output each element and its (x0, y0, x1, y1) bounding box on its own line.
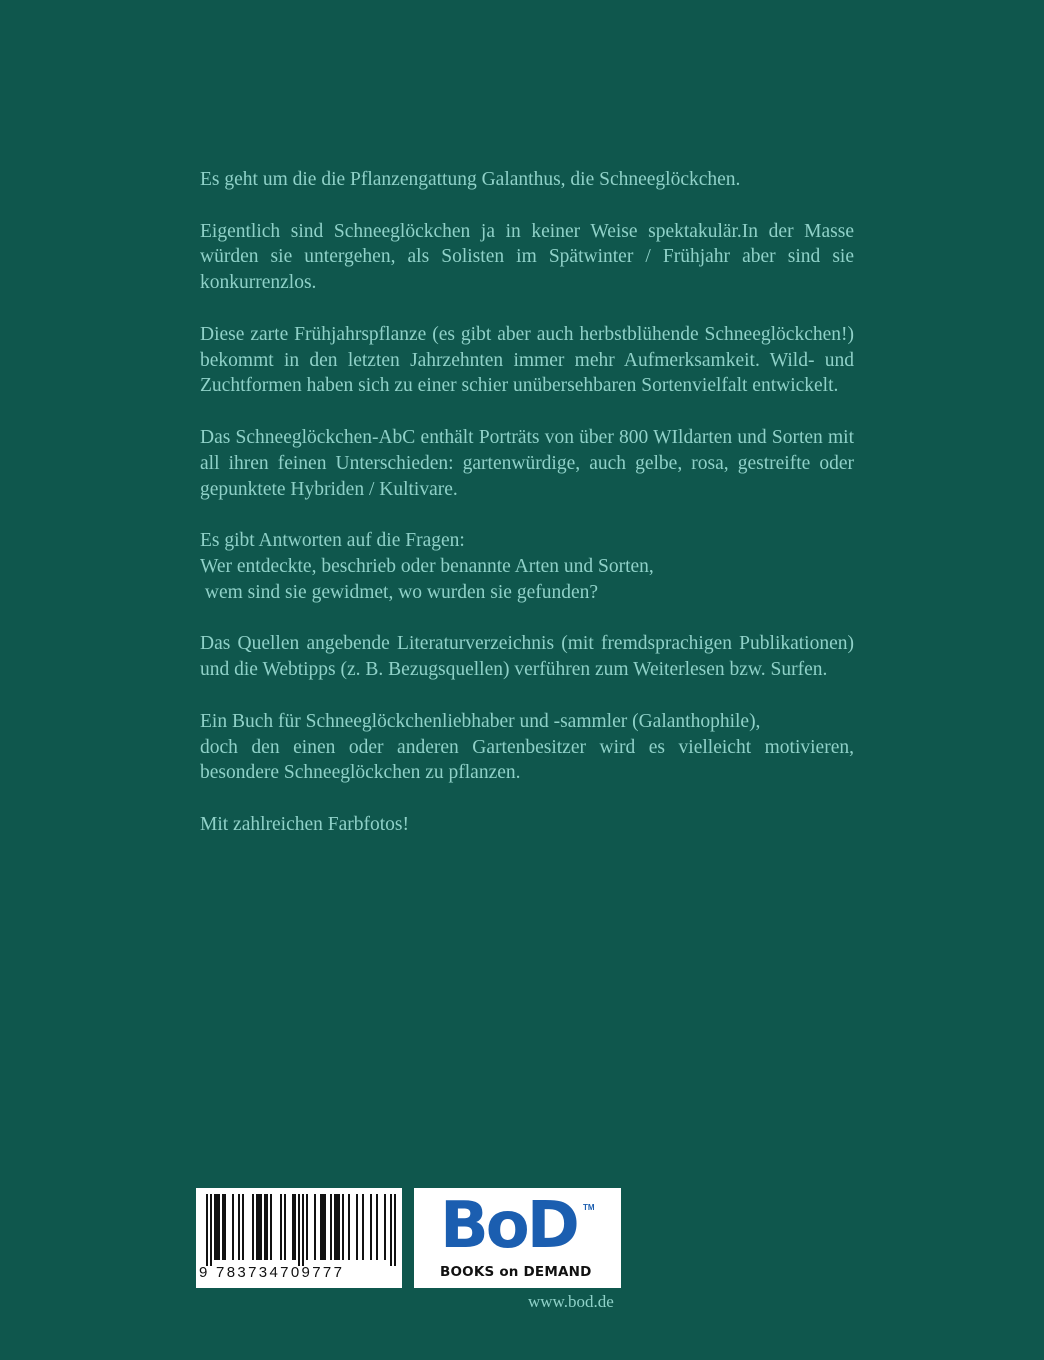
barcode-bar (314, 1194, 316, 1260)
barcode-bar (294, 1194, 296, 1260)
barcode-bar (206, 1194, 208, 1266)
barcode-bar (324, 1194, 326, 1260)
isbn-digits: 783734709777 (216, 1264, 345, 1281)
blurb-line: Wer entdeckte, beschrieb oder benannte Arten und Sorten, (200, 555, 654, 577)
blurb-line: wem sind sie gewidmet, wo wurden sie gefunden? (200, 581, 599, 603)
barcode-bar (348, 1194, 350, 1260)
back-cover-blurb (200, 167, 854, 864)
barcode-bar (306, 1194, 308, 1260)
barcode-bar (356, 1194, 358, 1260)
publisher-tagline: BOOKS on DEMAND (440, 1264, 592, 1280)
blurb-paragraph-1: Es geht um die die Pflanzengattung Galanthus, die Schneeglöckchen. (200, 169, 741, 190)
barcode-bar (266, 1194, 268, 1260)
barcode-bar (252, 1194, 254, 1260)
barcode-bar (264, 1194, 266, 1260)
barcode-bar (280, 1194, 282, 1260)
publisher-url: www.bod.de (528, 1292, 614, 1311)
barcode-bars (196, 1188, 402, 1266)
barcode-bar (336, 1194, 338, 1260)
barcode-bar (260, 1194, 262, 1260)
barcode-bar (270, 1194, 272, 1260)
trademark-mark: TM (583, 1203, 595, 1212)
barcode-bar (258, 1194, 260, 1260)
blurb-paragraph-2: Eigentlich sind Schneeglöckchen ja in keiner Weise spektakulär.In der Masse würden sie untergehen, als Solisten im Spätwinter / Frühjahr aber sind sie konkurrenzlos. (200, 220, 854, 294)
barcode-bar (384, 1194, 386, 1260)
barcode-bar (242, 1194, 244, 1260)
isbn-first-digit: 9 (199, 1264, 208, 1281)
blurb-paragraph-6: Das Quellen angebende Literaturverzeichnis (mit fremdsprachigen Publikationen) und die Webtipps (z. B. Bezugsquellen) verführen zum Weiterlesen bzw. Surfen. (200, 633, 854, 681)
blurb-paragraph-8: Mit zahlreichen Farbfotos! (200, 813, 410, 835)
blurb-line: Es gibt Antworten auf die Fragen: (200, 530, 465, 552)
blurb-paragraph-3: Diese zarte Frühjahrspflanze (es gibt aber auch herbstblühende Schneeglöckchen!) bekommt in den letzten Jahrzehnten immer mehr Aufmerksamkeit. Wild- und Zuchtformen haben sich zu einer schier unübersehbaren Sortenvielfalt entwickelt. (200, 323, 854, 397)
barcode-bar (394, 1194, 396, 1266)
barcode-bar (362, 1194, 364, 1260)
blurb-line: Ein Buch für Schneeglöckchenliebhaber und -sammler (Galanthophile), (200, 710, 761, 732)
barcode-bar (334, 1194, 336, 1260)
barcode-bar (232, 1194, 234, 1260)
bod-logo: BoD (440, 1189, 577, 1263)
barcode-bar (298, 1194, 300, 1266)
blurb-paragraph-4: Das Schneeglöckchen-AbC enthält Porträts von über 800 WIldarten und Sorten mit all ihren feinen Unterschieden: gartenwürdige, auch gelbe, rosa, gestreifte oder gepunktete Hybriden / Kultivare. (200, 426, 854, 500)
barcode-bar (216, 1194, 218, 1260)
barcode-bar (330, 1194, 332, 1260)
barcode-bar (222, 1194, 224, 1260)
barcode-bar (370, 1194, 372, 1260)
barcode-bar (302, 1194, 304, 1266)
barcode-bar (322, 1194, 324, 1260)
barcode-bar (214, 1194, 216, 1260)
barcode-bar (390, 1194, 392, 1266)
publisher-logo-box (414, 1188, 621, 1288)
barcode-bar (284, 1194, 286, 1260)
barcode-bar (210, 1194, 212, 1266)
barcode-bar (342, 1194, 344, 1260)
barcode-bar (256, 1194, 258, 1260)
blurb-paragraph-5 (200, 528, 854, 605)
barcode-bar (224, 1194, 226, 1260)
barcode-bar (238, 1194, 240, 1260)
barcode-bar (292, 1194, 294, 1260)
barcode-bar (376, 1194, 378, 1260)
barcode-bar (218, 1194, 220, 1260)
barcode-bar (320, 1194, 322, 1260)
blurb-paragraph-7 (200, 709, 854, 786)
barcode-bar (338, 1194, 340, 1260)
isbn-barcode (196, 1188, 402, 1288)
blurb-line: doch den einen oder anderen Gartenbesitzer wird es vielleicht motivieren, besondere Schneeglöckchen zu pflanzen. (200, 736, 854, 784)
